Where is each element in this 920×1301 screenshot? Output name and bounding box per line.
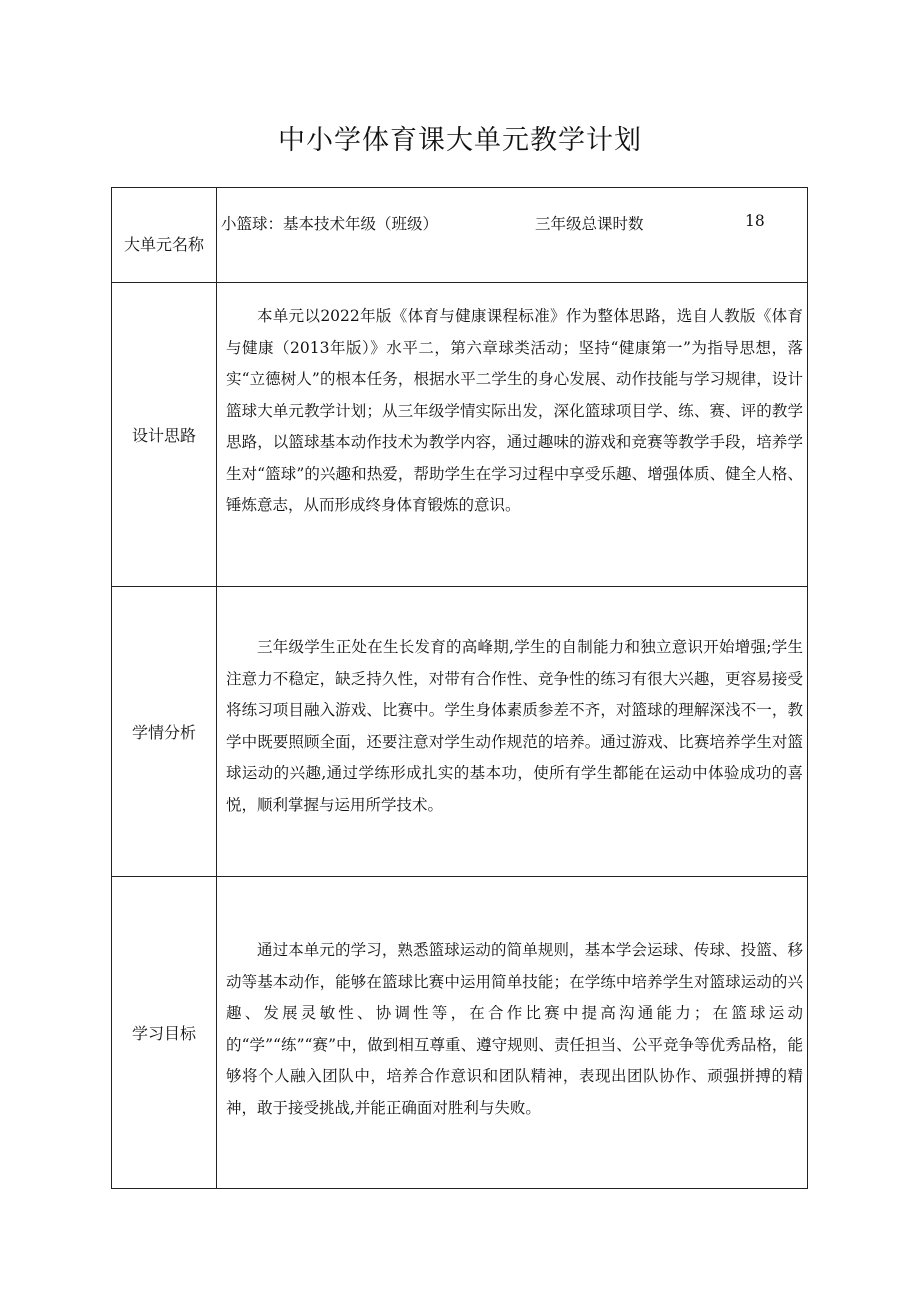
total-hours-value: 18: [745, 212, 765, 230]
design-text: 本单元以2022年版《体育与健康课程标准》作为整体思路，选自人教版《体育与健康（2013年版）》水平二，第六章球类活动；坚持“健康第一”为指导思想，落实“立德树人”的根本任务，根据水平二学生的身心发展、动作技能与学习规律，设计篮球大单元教学计划；从三年级学情实际出发，深化篮球项目学、练、赛、评的教学思路，以篮球基本动作技术为教学内容，通过趣味的游戏和竞赛等教学手段，培养学生对“篮球”的兴趣和热爱，帮助学生在学习过程中享受乐趣、增强体质、健全人格、锤炼意志，从而形成终身体育锻炼的意识。: [226, 307, 803, 514]
goal-row: [112, 877, 808, 1189]
analysis-text: 三年级学生正处在生长发育的高峰期,学生的自制能力和独立意识开始增强;学生注意力不稳定，缺乏持久性，对带有合作性、竞争性的练习有很大兴趣，更容易接受将练习项目融入游戏、比赛中。学生身体素质参差不齐，对篮球的理解深浅不一，教学中既要照顾全面，还要注意对学生动作规范的培养。通过游戏、比赛培养学生对篮球运动的兴趣,通过学练形成扎实的基本功，使所有学生都能在运动中体验成功的喜悦，顺利掌握与运用所学技术。: [226, 638, 803, 814]
analysis-row: [112, 587, 808, 877]
goal-text: 通过本单元的学习，熟悉篮球运动的简单规则，基本学会运球、传球、投篮、移动等基本动作，能够在篮球比赛中运用简单技能；在学练中培养学生对篮球运动的兴趣、发展灵敏性、协调性等，在合作比赛中提高沟通能力；在篮球运动的“学”“练”“赛”中，做到相互尊重、遵守规则、责任担当、公平竞争等优秀品格，能够将个人融入团队中，培养合作意识和团队精神，表现出团队协作、顽强拼搏的精神，敢于接受挑战,并能正确面对胜利与失败。: [226, 941, 803, 1117]
unit-name-row: [112, 188, 808, 283]
unit-name-label-cell: [112, 188, 217, 283]
design-row: [112, 283, 808, 587]
unit-name-label: 大单元名称: [123, 235, 204, 254]
teaching-plan-table: [111, 187, 808, 1189]
analysis-label: 学情分析: [112, 587, 217, 877]
design-content-cell: [217, 283, 808, 587]
document-title: 中小学体育课大单元教学计划: [278, 125, 642, 156]
unit-name-value: 小篮球：基本技术年级（班级）: [221, 215, 439, 233]
design-label: 设计思路: [112, 283, 217, 587]
goal-content-cell: [217, 877, 808, 1189]
grade-total-hours-label: 三年级总课时数: [535, 215, 644, 233]
analysis-content-cell: [217, 587, 808, 877]
goal-label: 学习目标: [112, 877, 217, 1189]
unit-name-content-cell: [217, 188, 808, 283]
